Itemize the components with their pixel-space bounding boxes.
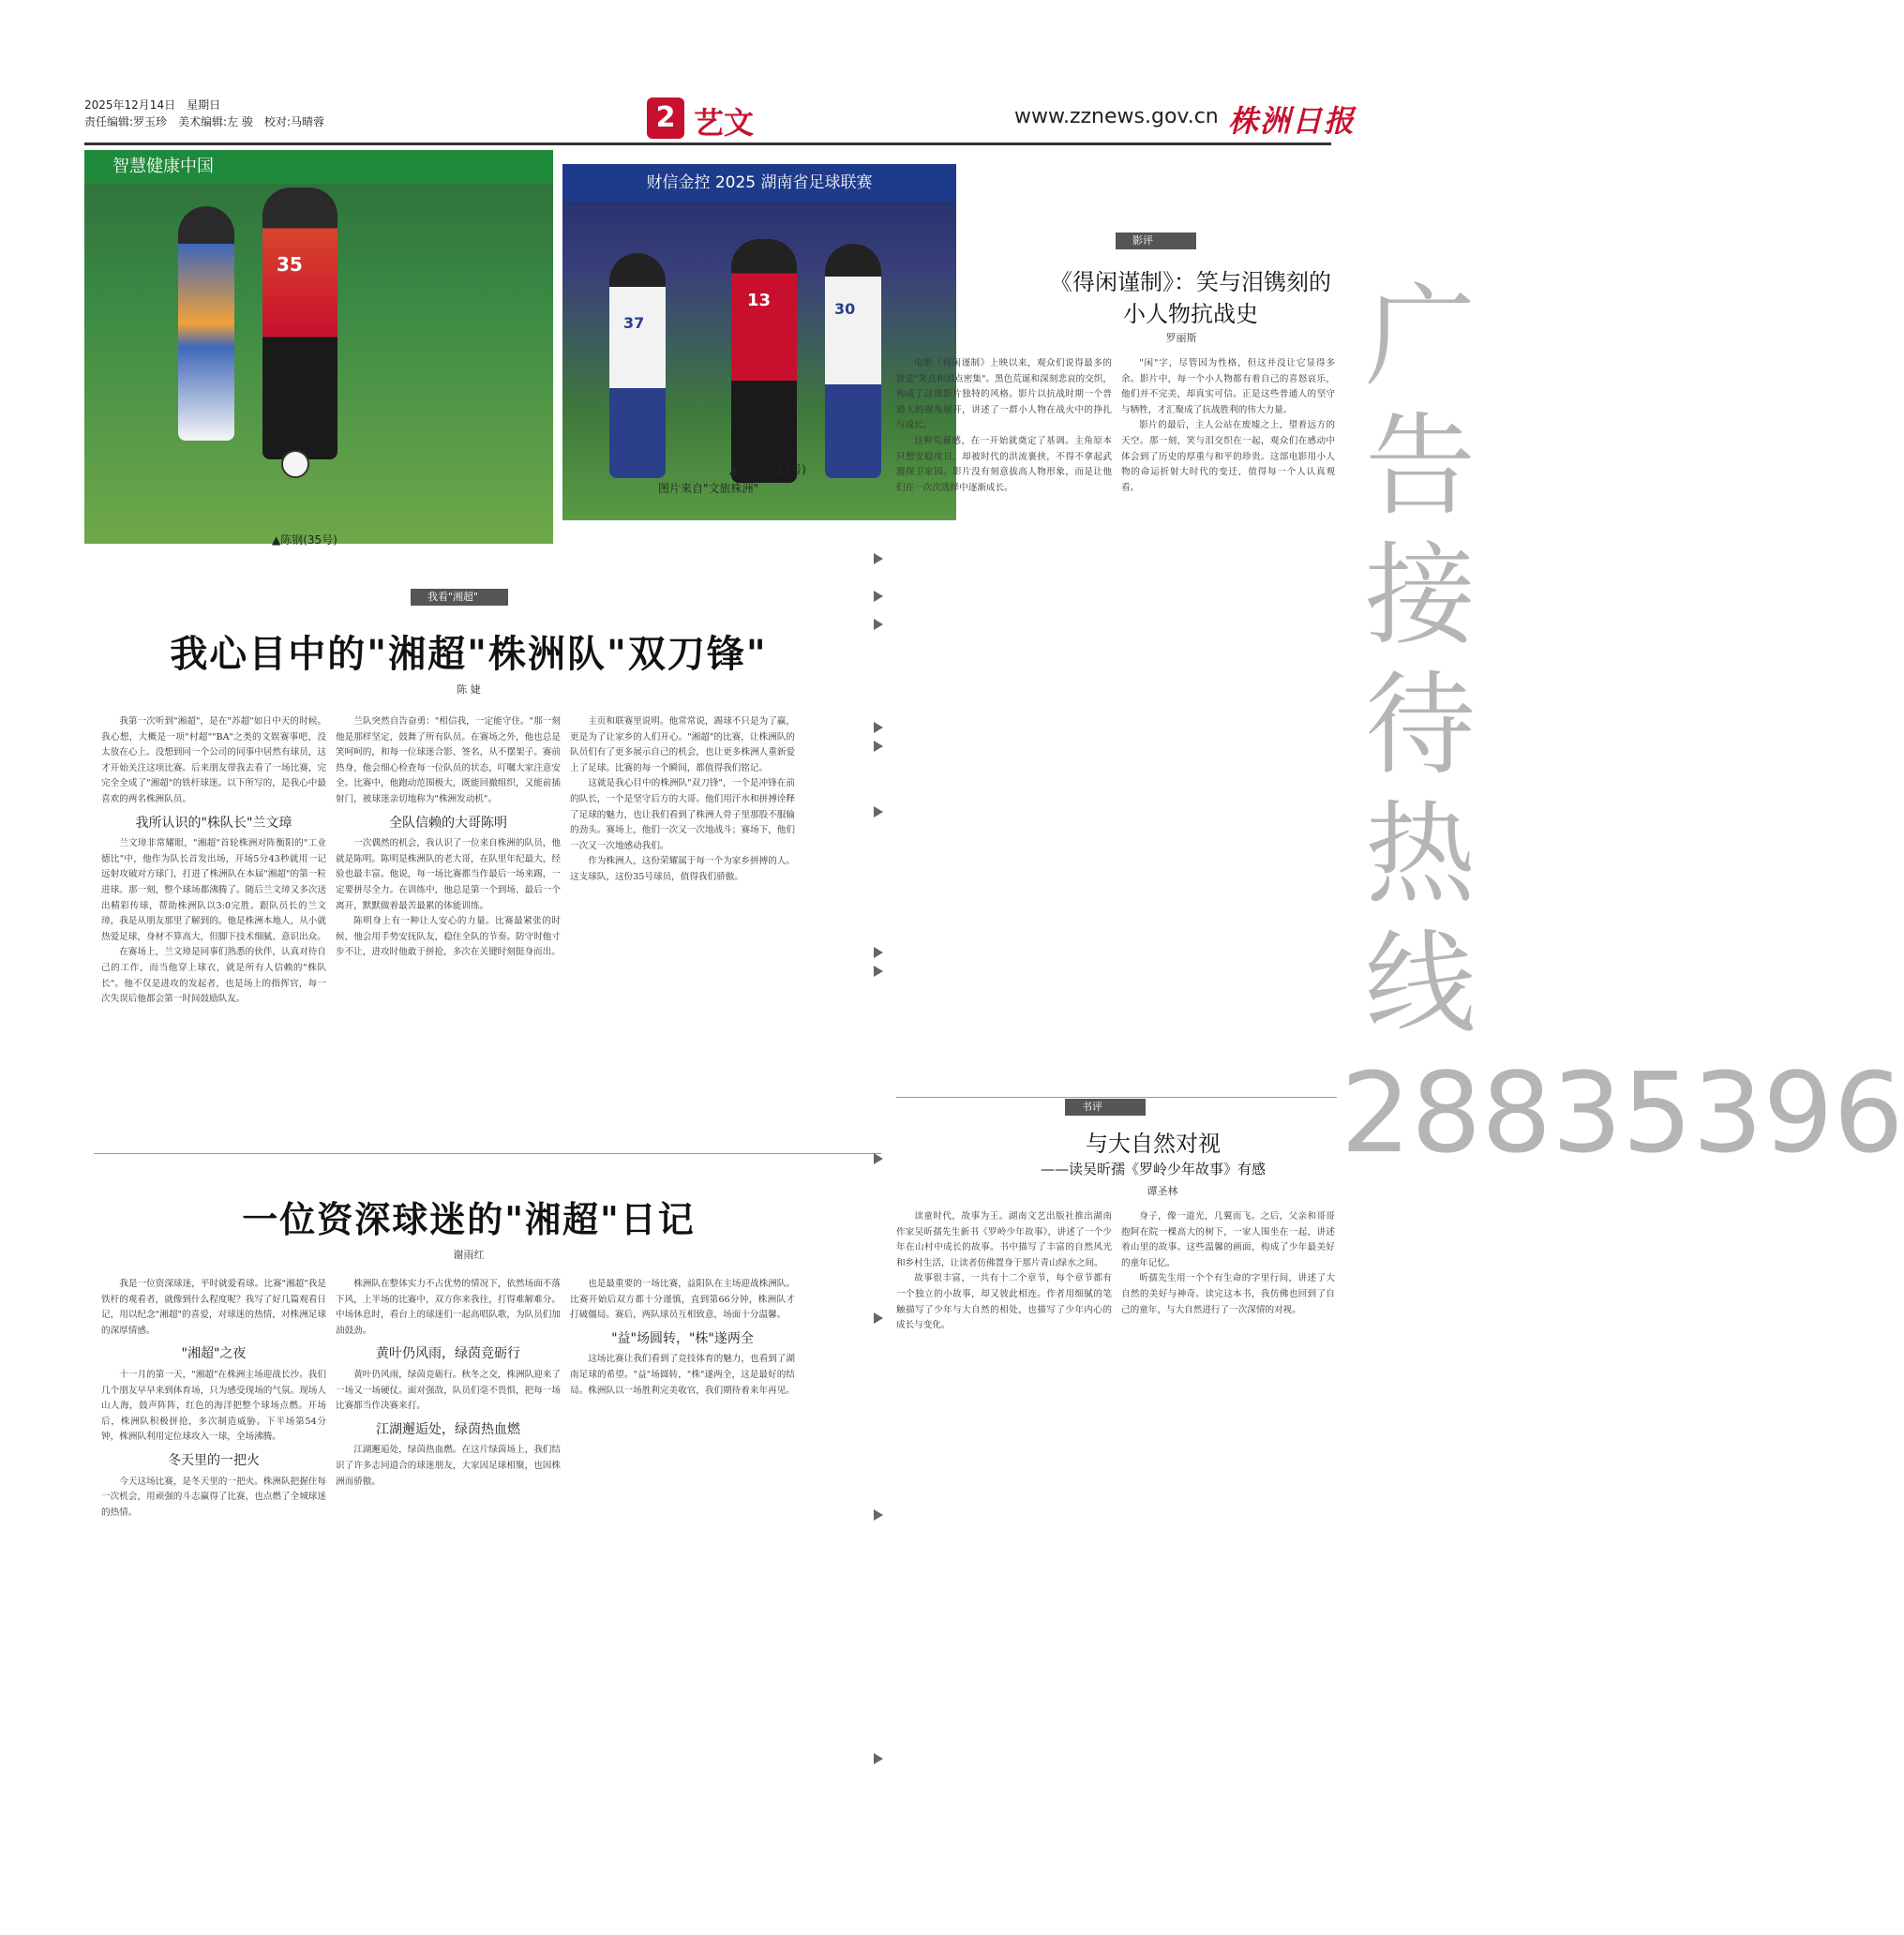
article-divider	[94, 1153, 881, 1154]
article2-column-3	[570, 1277, 795, 1896]
player-figure-blue	[178, 206, 234, 441]
tear-mark	[874, 591, 883, 602]
article4-tag-label: 书评	[1082, 1101, 1102, 1113]
tear-mark	[874, 806, 883, 818]
article4-column-1	[896, 1209, 1112, 1894]
paragraph: 株洲队在整体实力不占优势的情况下，依然场面不落下风，上半场的比赛中，双方你来我往，打得难解难分。中场休息时，看台上的球迷们一起高唱队歌，为队员们加油鼓劲。	[336, 1279, 561, 1336]
player-figure-red-13	[731, 239, 797, 483]
player-figure-white-2	[825, 244, 881, 478]
article4-subtitle: ——读吴昕孺《罗岭少年故事》有感	[1040, 1161, 1266, 1178]
paragraph: 作为株洲人，这份荣耀属于每一个为家乡拼搏的人。这支球队，这份35号球员，值得我们骄傲。	[570, 856, 795, 882]
article4-column-2	[1121, 1209, 1335, 1894]
article2-column-2	[336, 1277, 561, 1896]
tear-mark	[874, 741, 883, 752]
triangle-down-icon: ▼	[1170, 254, 1177, 263]
paragraph: 故事很丰富，一共有十二个章节，每个章节都有一个独立的小故事，却又彼此相连。作者用细腻的笔触描写了少年与大自然的相处，也描写了少年内心的成长与变化。	[896, 1273, 1112, 1331]
article2-headline: 一位资深球迷的"湘超"日记	[242, 1199, 696, 1240]
article1-subhead-1: 我所认识的"株队长"兰文璋	[135, 815, 292, 831]
article1-tag-label: 我看"湘超"	[427, 591, 479, 603]
article1-headline: 我心目中的"湘超"株洲队"双刀锋"	[170, 633, 768, 676]
website-url[interactable]: www.zznews.gov.cn	[1014, 105, 1219, 128]
jersey-number-30: 30	[834, 300, 856, 318]
article-divider	[896, 1097, 1337, 1098]
stadium-banner-left: 智慧健康中国	[84, 150, 553, 184]
paragraph: 昕孺先生用一个个有生命的字里行间，讲述了大自然的美好与神奇。读完这本书，我仿佛也回到了自己的童年，与大自然进行了一次深情的对视。	[1121, 1273, 1335, 1315]
paragraph: 这种荒诞感，在一开始就奠定了基调。主角原本只想安稳度日，却被时代的洪流裹挟，不得不拿起武器保卫家园。影片没有刻意拔高人物形象，而是让他们在一次次选择中逐渐成长。	[896, 435, 1112, 493]
paragraph: 影片的最后，主人公站在废墟之上，望着远方的天空。那一刻，笑与泪交织在一起，观众们在感动中体会到了历史的厚重与和平的珍贵。这部电影用小人物的命运折射大时代的变迁，值得每一个人认真观看。	[1121, 420, 1335, 493]
article1-column-3	[570, 714, 795, 1148]
jersey-number-35: 35	[277, 253, 303, 276]
issue-date: 2025年12月14日 星期日	[84, 98, 221, 112]
article3-byline: 罗丽斯	[1165, 332, 1197, 344]
article1-byline: 陈 婕	[457, 683, 481, 696]
paragraph: 这就是我心目中的株洲队"双刀锋"，一个是冲锋在前的队长，一个是坚守后方的大哥。他们用汗水和拼搏诠释了足球的魅力，也让我们看到了株洲人骨子里那股不服输的劲头。赛场上，他们一次又一次地战斗；赛场下，他们一次又一次地感动我们。	[570, 778, 795, 851]
tear-mark	[874, 947, 883, 958]
paragraph: 电影《得闲谨制》上映以来，观众们说得最多的就是"笑点和泪点密集"。黑色荒诞和深刻悲哀的交织，构成了这部影片独特的风格。影片以抗战时期一个普通人的视角展开，讲述了一群小人物在战火中的挣扎与成长。	[896, 358, 1112, 431]
header-divider	[84, 142, 1331, 145]
paragraph: 读童时代，故事为王。湖南文艺出版社推出湖南作家吴昕孺先生新书《罗岭少年故事》，讲述了一个少年在山村中成长的故事。书中描写了丰富的自然风光和乡村生活，让读者仿佛置身于那片青山绿水之间。	[896, 1211, 1112, 1268]
advertising-hotline: 广告接待热线 28835396	[1341, 272, 1904, 1178]
article2-subhead-3: 黄叶仍风雨，绿茵竞砺行	[376, 1346, 520, 1362]
paragraph: 黄叶仍风雨，绿茵竞砺行。秋冬之交，株洲队迎来了一场又一场硬仗。面对强敌，队员们毫不畏惧，把每一场比赛都当作决赛来打。	[336, 1369, 561, 1412]
article1-column-2	[336, 714, 561, 1148]
football-ball	[281, 450, 309, 478]
paragraph: 在赛场上，兰文璋是同事们熟悉的伙伴，认真对待自己的工作，而当他穿上球衣，就是所有人信赖的"株队长"。他不仅是进攻的发起者，也是场上的指挥官，每一次失误后他都会第一时间鼓励队友。	[101, 947, 326, 1005]
paragraph: 我第一次听到"湘超"，是在"苏超"如日中天的时候。我心想，大概是一项"村超""BA"之类的文娱赛事吧，没太放在心上。没想到同一个公司的同事中居然有球员，这才开始关注这项比赛。后来朋友带我去看了一场比赛，完完全全成了"湘超"的铁杆球迷。以下所写的，是我心中最喜欢的两名株洲队员。	[101, 716, 326, 804]
paragraph: 江湖邂逅处，绿茵热血燃。在这片绿茵场上，我们结识了许多志同道合的球迷朋友，大家因足球相聚，也因株洲而骄傲。	[336, 1445, 561, 1487]
article4-tag	[1065, 1099, 1146, 1130]
tear-mark	[874, 1753, 883, 1764]
masthead-info	[84, 97, 324, 130]
editor-credits: 责任编辑:罗玉珍 美术编辑:左 骏 校对:马晴蓉	[84, 115, 324, 128]
article2-byline: 谢雨红	[453, 1249, 485, 1261]
section-title: 艺文	[694, 105, 755, 141]
tear-mark	[874, 966, 883, 977]
tear-mark	[874, 1509, 883, 1521]
paragraph: 今天这场比赛，是冬天里的一把火。株洲队把握住每一次机会，用顽强的斗志赢得了比赛，也点燃了全城球迷的热情。	[101, 1476, 326, 1518]
tear-mark	[874, 553, 883, 564]
tear-mark	[874, 1312, 883, 1324]
paragraph: 陈明身上有一种让人安心的力量。比赛最紧张的时候，他会用手势安抚队友，稳住全队的节奏。防守时他寸步不让，进攻时他敢于拼抢，多次在关键时刻挺身而出。	[336, 916, 561, 958]
football-photo-collage	[84, 150, 956, 562]
article3-tag-label: 影评	[1132, 234, 1153, 247]
article3-tag	[1116, 232, 1196, 263]
torn-edge-divider	[874, 553, 883, 1866]
jersey-number-37: 37	[623, 314, 645, 332]
tear-mark	[874, 1153, 883, 1164]
stadium-banner-right: 财信金控 2025 湖南省足球联赛	[562, 164, 956, 202]
article2-column-1	[101, 1277, 326, 1896]
player-figure-red	[262, 188, 337, 459]
paragraph: 十一月的第一天，"湘超"在株洲主场迎战长沙。我们几个朋友早早来到体育场，只为感受现场的气氛。现场人山人海，鼓声阵阵，红色的海洋把整个球场点燃。开场后，株洲队积极拼抢，多次制造威胁。下半场第54分钟，株洲队利用定位球攻入一球，全场沸腾。	[101, 1369, 326, 1443]
article3-column-1	[896, 356, 1112, 1088]
photo-caption-left: ▲陈钢(35号)	[272, 533, 337, 547]
paragraph: 兰队突然自告奋勇："相信我，一定能守住。"那一刻他是那样坚定，鼓舞了所有队员。在赛场之外，他也总是笑呵呵的，和每一位球迷合影、签名，从不摆架子。赛前热身，他会细心检查每一位队员的状态，叮嘱大家注意安全。比赛中，他跑动范围极大，既能回撤组织，又能前插射门，被球迷亲切地称为"株洲发动机"。	[336, 716, 561, 804]
article1-column-1	[101, 714, 326, 1148]
paragraph: 也是最重要的一场比赛，益阳队在主场迎战株洲队。比赛开始后双方都十分谨慎，直到第66分钟，株洲队才打破僵局。赛后，两队球员互相致意，场面十分温馨。	[570, 1279, 795, 1321]
triangle-down-icon: ▼	[1119, 1120, 1126, 1130]
player-figure-white-1	[609, 253, 666, 478]
article2-subhead-4: "益"场圆转，"株"遂两全	[611, 1330, 754, 1346]
paragraph: 身子，像一道光，几翼而飞。之后，父亲和哥哥抱阿在院一棵高大的树下，一家人围坐在一起，讲述着山里的故事。这些温馨的画面，构成了少年最美好的童年记忆。	[1121, 1211, 1335, 1268]
paragraph: 兰文璋非常耀眼，"湘超"首轮株洲对阵衡阳的"工业德比"中，他作为队长首发出场，开场5分43秒就用一记远射攻破对方球门，打进了株洲队在本届"湘超"的第一粒进球。那一刻，整个球场都沸腾了。随后兰文璋又多次送出精彩传球，帮助株洲队以3:0完胜。跟队员长的兰文璋，我是从朋友那里了解到的。他是株洲本地人，从小就热爱足球，身材不算高大，但脚下技术细腻、意识出众。	[101, 838, 326, 942]
article3-headline: 《得闲谨制》：笑与泪镌刻的小人物抗战史	[1050, 269, 1331, 327]
jersey-number-13: 13	[747, 291, 772, 310]
tear-mark	[874, 722, 883, 733]
paragraph: 一次偶然的机会，我认识了一位来自株洲的队员，他就是陈明。陈明是株洲队的老大哥，在队里年纪最大，经验也最丰富。他说，每一场比赛都当作最后一场来踢，一定要拼尽全力。在训练中，他总是第一个到场、最后一个离开，默默做着最苦最累的体能训练。	[336, 838, 561, 911]
newspaper-logo: 株洲日报	[1228, 103, 1357, 139]
article4-byline: 谭圣林	[1147, 1185, 1178, 1197]
paragraph: "闲"字，尽管因为性格，但这并没让它显得多余。影片中，每一个小人物都有着自己的喜怒哀乐，他们并不完美，却真实可信。正是这些普通人的坚守与牺牲，才汇聚成了抗战胜利的伟大力量。	[1121, 358, 1335, 415]
article2-subhead-5: 江湖邂逅处，绿茵热血燃	[376, 1421, 520, 1437]
paragraph: 这场比赛让我们看到了竞技体育的魅力，也看到了湖南足球的希望。"益"场圆转，"株"遂两全，这是最好的结局。株洲队以一场胜利完美收官，我们期待着来年再见。	[570, 1354, 795, 1396]
tear-mark	[874, 619, 883, 630]
article2-subhead-1: "湘超"之夜	[181, 1346, 247, 1362]
article2-subhead-2: 冬天里的一把火	[168, 1452, 260, 1468]
photo-caption-right: ▲兰文璋(13号)	[729, 463, 806, 476]
article1-subhead-2: 全队信赖的大哥陈明	[389, 815, 507, 831]
article1-tag	[411, 589, 508, 620]
article4-headline: 与大自然对视	[1086, 1131, 1221, 1157]
triangle-down-icon: ▼	[465, 610, 472, 620]
photo-credit: 图片来自"文旅株洲"	[658, 482, 759, 495]
page-number-badge: 2	[647, 98, 684, 139]
paragraph: 我是一位资深球迷，平时就爱看球。比赛"湘超"我是铁杆的观看者，就像到什么程度呢？我写了好几篇观看日记，用以纪念"湘超"的喜爱，对球迷的热情，对株洲足球的深厚情感。	[101, 1279, 326, 1336]
paragraph: 主页和联赛里说明。他常常说，踢球不只是为了赢，更是为了让家乡的人们开心。"湘超"的比赛，让株洲队的队员们有了更多展示自己的机会，也让更多株洲人重新爱上了足球。比赛的每一个瞬间，都值得我们铭记。	[570, 716, 795, 773]
article3-column-2	[1121, 356, 1335, 1088]
